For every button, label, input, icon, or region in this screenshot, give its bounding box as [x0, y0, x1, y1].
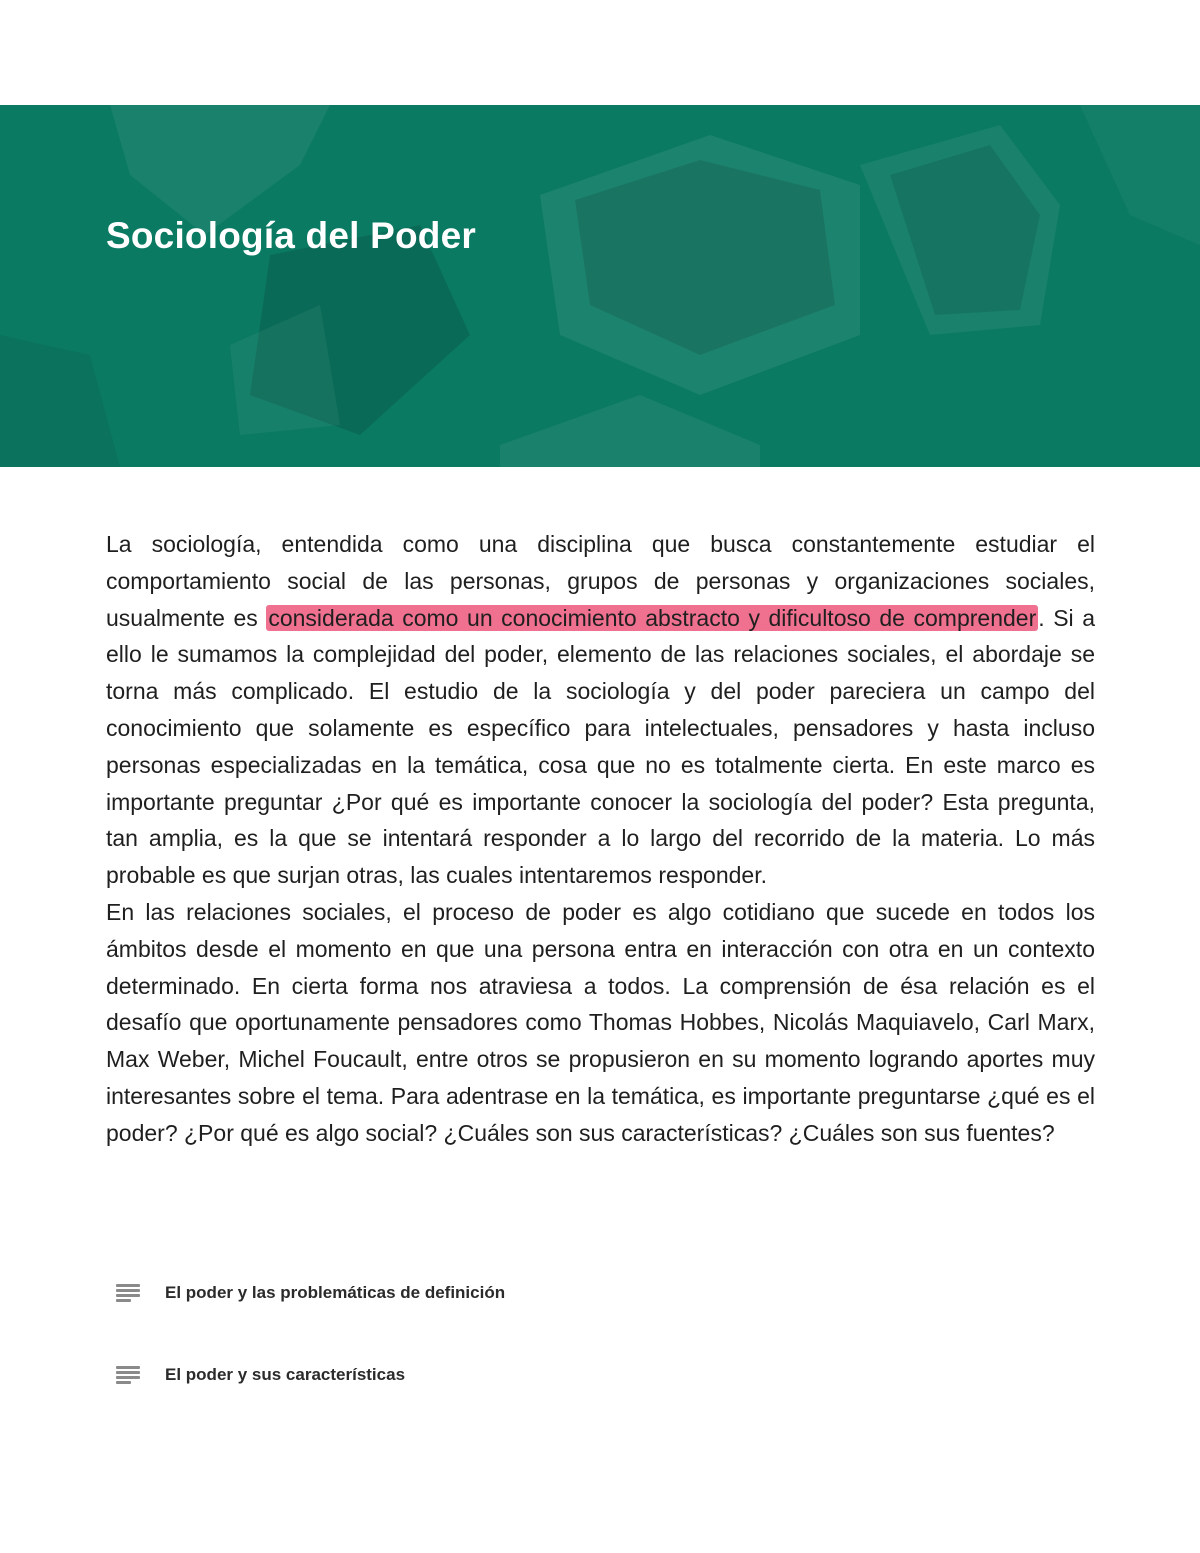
intro-paragraph-2: En las relaciones sociales, el proceso de poder es algo cotidiano que sucede en todos los ámbitos desde el momento en que una persona entra en interacción con otra en un contexto determinado. En cierta forma nos atraviesa a todos. La comprensión de ésa relación es el desafío que oportunamente pensadores como Thomas Hobbes, Nicolás Maquiavelo, Carl Marx, Max Weber, Michel Foucault, entre otros se propusieron en su momento logrando aportes muy interesantes sobre el tema. Para adentrase en la temática, es importante preguntarse ¿qué es el poder? ¿Por qué es algo social? ¿Cuáles son sus características? ¿Cuáles son sus fuentes?: [106, 898, 1095, 1146]
lines-icon: [116, 1284, 140, 1302]
topic-label: El poder y sus características: [165, 1365, 406, 1384]
page-title: Sociología del Poder: [106, 215, 476, 256]
banner-background-shapes: [0, 105, 1200, 467]
intro-paragraph-1-end: . Si a ello le sumamos la complejidad del poder, elemento de las relaciones sociales, el abordaje se torna más complicado. El estudio de la sociología y del poder pareciera un campo del conocimiento que solamente es específico para intelectuales, pensadores y hasta incluso personas especializadas en la temática, cosa que no es totalmente cierta. En este marco es importante preguntar ¿Por qué es importante conocer la sociología del poder? Esta pregunta, tan amplia, es la que se intentará responder a lo largo del recorrido de la materia. Lo más probable es que surjan otras, las cuales intentaremos responder.: [106, 604, 1096, 889]
lines-icon: [116, 1366, 140, 1384]
topic-link-2[interactable]: [116, 1365, 405, 1385]
intro-content: [106, 526, 1095, 1152]
highlighted-text: considerada como un conocimiento abstracto y dificultoso de comprender: [268, 604, 1037, 631]
topic-link-1[interactable]: [116, 1283, 505, 1303]
intro-paragraph-1-start: La sociología, entendida como una disciplina que busca constantemente estudiar el comportamiento social de las personas, grupos de personas y organizaciones sociales, usualmente es: [106, 531, 1095, 631]
header-banner: [0, 105, 1200, 467]
intro-paragraph-1: [106, 526, 1095, 894]
topic-label: El poder y las problemáticas de definición: [165, 1283, 506, 1302]
